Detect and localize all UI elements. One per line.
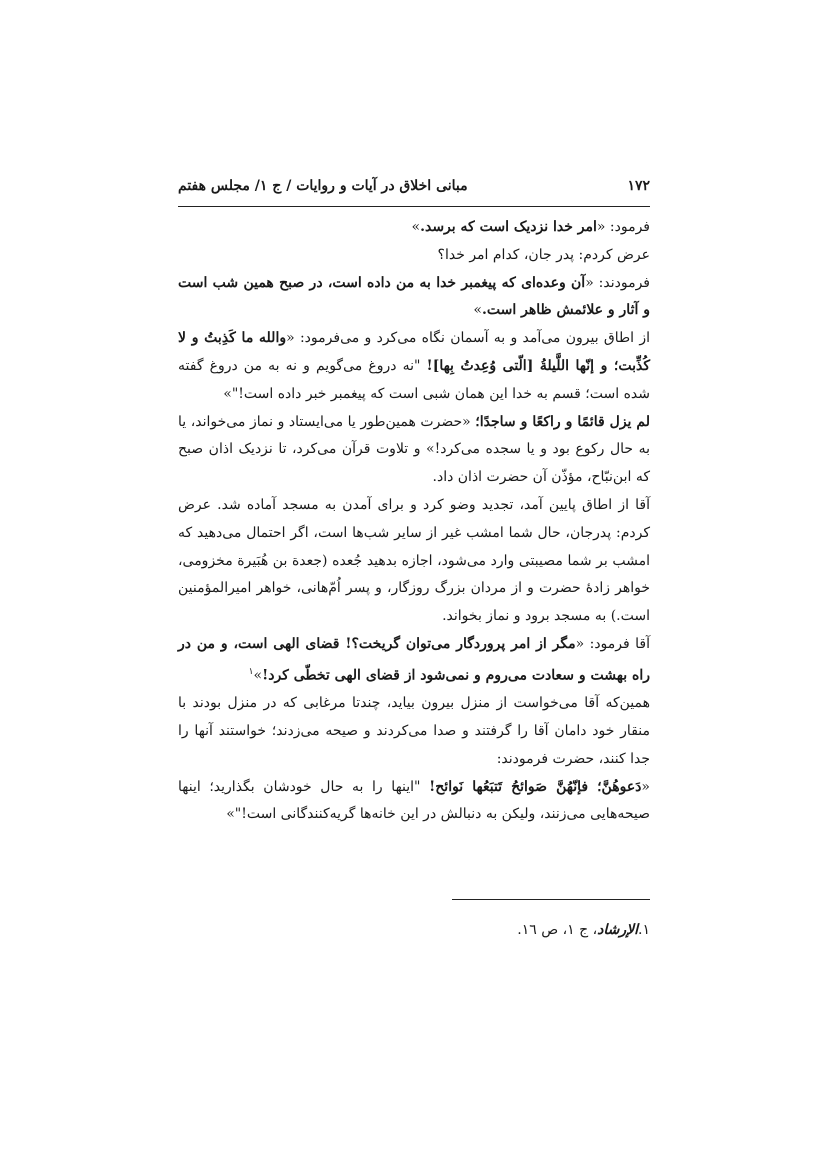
footnote-source: الإرشاد (597, 922, 639, 938)
running-title: مبانی اخلاق در آیات و روایات / ج ۱/ مجلس هفتم (178, 178, 468, 194)
footnote-citation: ، ج ۱، ص ۱٦. (517, 922, 598, 938)
paragraph: از اطاق بیرون می‌آمد و به آسمان نگاه می‌کرد و می‌فرمود: «والله ما کَذِبتُ و لا کُذِّبت؛ و إنّها اللَّیلةُ [الّتی وُعِدتُ بِها]! "نه دروغ می‌گویم و نه به من دروغ گفته شده است؛ قسم به خدا این همان شبی است که پیغمبر خبر داده است!"» (178, 330, 650, 402)
page-header (178, 176, 650, 207)
footnote-marker[interactable]: ۱ (248, 666, 254, 677)
paragraph: عرض کردم: پدر جان، کدام امر خدا؟ (437, 246, 650, 263)
body-text (178, 214, 650, 829)
paragraph: «دَعوهُنَّ؛ فإنّهُنَّ صَوائحُ تَتبَعُها نَوائح! "اینها را به حال خودشان بگذارید؛ اینها صیحه‌هایی می‌زنند، ولیکن به دنبالش در این خانه‌ها گریه‌کنندگانی است!"» (178, 778, 650, 823)
footnote-number: ۱. (638, 922, 650, 938)
paragraph: فرمودند: «آن وعده‌ای که پیغمبر خدا به من داده است، در صبح همین شب است و آثار و علائمش ظاهر است.» (178, 274, 650, 319)
paragraph: همین‌که آقا می‌خواست از منزل بیرون بیاید، چندتا مرغابی که در منزل بودند با منقار خود دامان آقا را گرفتند و صدا می‌کردند و صیحه می‌زدند؛ خواستند آنها را جدا کنند، حضرت فرمودند: (178, 695, 650, 767)
footnote-divider (452, 899, 650, 900)
page-number: ۱۷۲ (627, 178, 650, 194)
paragraph: آقا فرمود: «مگر از امر پروردگار می‌توان گریخت؟! قضای الهی است، و من در راه بهشت و سعادت می‌روم و نمی‌شود از قضای الهی تخطّی کرد!»$^۱$ (178, 635, 650, 684)
paragraph: فرمود: «امر خدا نزدیک است که برسد.» (411, 219, 650, 235)
paragraph: آقا از اطاق پایین آمد، تجدید وضو کرد و برای آمدن به مسجد آماده شد. عرض کردم: پدرجان، حال شما امشب غیر از سایر شب‌ها است، اگر احتمال می‌دهید که امشب بر شما مصیبتی وارد می‌شود، اجازه بدهید جُعده (جعدة بن هُبَیرة مخزومی، خواهر زادهٔ حضرت و از مردان بزرگ روزگار، و پسر اُمّ‌هانی، خواهر امیرالمؤمنین است.) به مسجد برود و نماز بخواند. (178, 496, 650, 625)
paragraph: لم یزل قائمًا و راکعًا و ساجدًا؛ «حضرت همین‌طور یا می‌ایستاد و نماز می‌خواند، یا به حال رکوع بود و یا سجده می‌کرد!» و تلاوت قرآن می‌کرد، تا نزدیک اذان صبح که ابن‌نبّاح، مؤذّن آن حضرت اذان داد. (178, 413, 651, 486)
footnote (178, 918, 650, 942)
